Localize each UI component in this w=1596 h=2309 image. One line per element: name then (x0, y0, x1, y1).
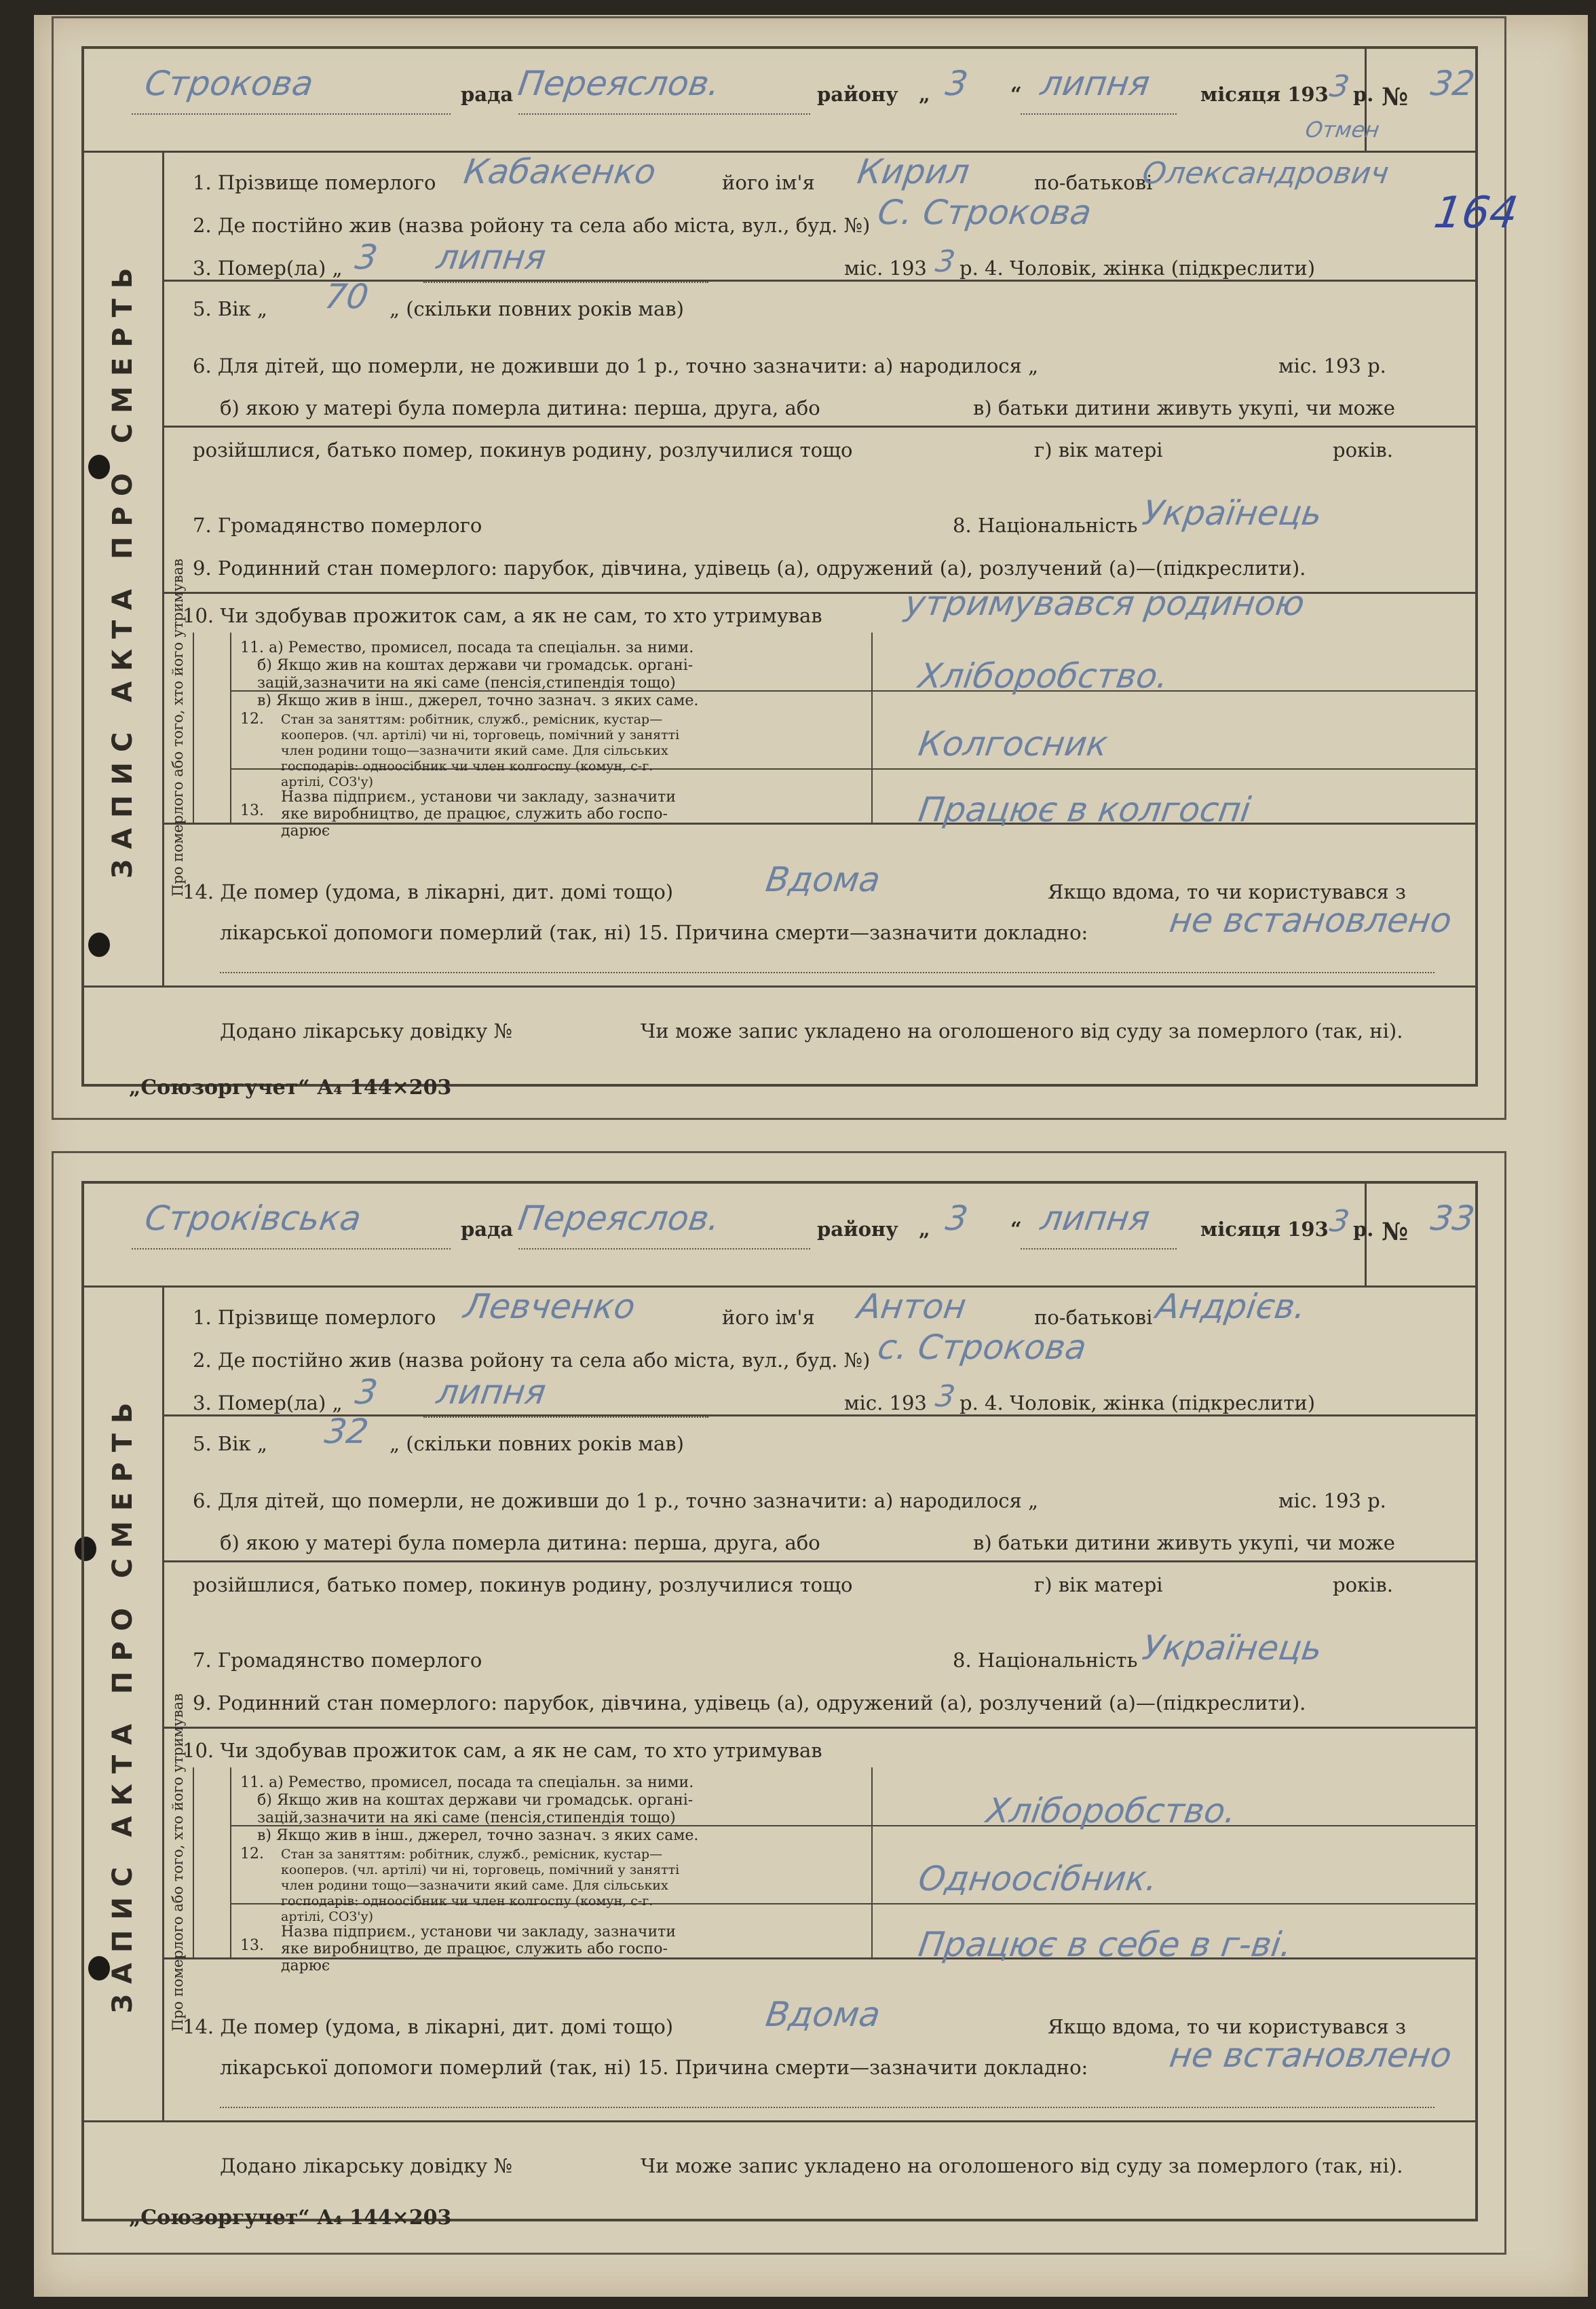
medical-help-label: Якщо вдома, то чи користувався з (1048, 2015, 1406, 2038)
small-side-label: Про померлого або того, хто його утримував (170, 1693, 186, 2031)
quote: „ (919, 83, 930, 106)
citizenship-label: 7. Громадянство померлого (193, 514, 482, 537)
supported-label: 10. Чи здобував прожиток сам, а як не сам, то хто утримував (183, 1739, 822, 1762)
sex-label: р. 4. Чоловік, жінка (підкреслити) (960, 1391, 1316, 1414)
nationality-label: 8. Національність (953, 514, 1138, 537)
state-support-label: б) Якщо жив на коштах держави чи громадськ. органі- (257, 657, 694, 674)
child-born-month: міс. 193 р. (1278, 1489, 1386, 1512)
child-order-label: б) якою у матері була померла дитина: перша, друга, або (220, 1531, 820, 1554)
state-support-hint: зацій,зазначити на які саме (пенсія,стипендія тощо) (257, 1809, 676, 1826)
side-title: ЗАПИС АКТА ПРО СМЕРТЬ (107, 257, 138, 879)
day-value: 3 (943, 1199, 970, 1238)
status-hint: артілі, СОЗ'у) (281, 1909, 374, 1924)
status-hint: артілі, СОЗ'у) (281, 774, 374, 789)
marital-label: 9. Родинний стан померлого: парубок, дівчина, удівець (а), одружений (а), розлучений (а)—(підкреслити). (193, 557, 1306, 580)
side-title-column (84, 151, 164, 985)
cause-label: лікарської допомоги померлий (так, ні) 15. Причина смерти—зазначити докладно: (220, 2056, 1088, 2079)
occupation-value: Хліборобство. (915, 656, 1171, 696)
age-value: 32 (322, 1412, 371, 1451)
month-value: липня (1038, 1199, 1152, 1238)
years-label: років. (1333, 438, 1393, 462)
name-value: Антон (854, 1287, 969, 1326)
occupation-label: 11. а) Ремество, промисел, посада та спеціальн. за ними. (240, 1774, 694, 1791)
supported-label: 10. Чи здобував прожиток сам, а як не сам, то хто утримував (183, 604, 822, 627)
quote: „ (919, 1218, 930, 1241)
death-year-digit: 3 (933, 1379, 957, 1414)
rada-label: рада (461, 1218, 514, 1241)
residence-value: С. Строкова (875, 193, 1095, 232)
death-day: 3 (352, 238, 380, 277)
status-number: 12. (240, 711, 264, 728)
workplace-hint: дарює (281, 1957, 330, 1974)
rada-value: Строкова (142, 64, 316, 103)
medical-help-label: Якщо вдома, то чи користувався з (1048, 880, 1406, 903)
status-number: 12. (240, 1845, 264, 1862)
status-value: Одноосібник. (915, 1859, 1160, 1898)
death-year-label: міс. 193 (844, 257, 927, 280)
status-hint: кооперов. (чл. артілі) чи ні, торговець, помічний у занятті (281, 728, 680, 743)
death-year-digit: 3 (933, 244, 957, 279)
workplace-hint: яке виробництво, де працює, служить або госпо- (281, 1940, 668, 1957)
raion-value: Переяслов. (515, 64, 723, 103)
cause-value: не встановлено (1166, 2035, 1454, 2075)
workplace-label: Назва підприєм., установи чи закладу, зазначити (281, 789, 676, 806)
workplace-number: 13. (240, 802, 264, 819)
workplace-number: 13. (240, 1937, 264, 1954)
years-label: років. (1333, 1573, 1393, 1596)
name-value: Кирил (854, 152, 972, 191)
workplace-label: Назва підприєм., установи чи закладу, зазначити (281, 1923, 676, 1940)
status-hint: член родини тощо—зазначити який саме. Для сільських (281, 743, 668, 758)
rada-label: рада (461, 83, 514, 106)
other-source-label: в) Якщо жив в інш., джерел, точно зазнач. з яких саме. (257, 692, 699, 709)
parents-status-label: розійшлися, батько помер, покинув родину, розлучилися тощо (193, 1573, 853, 1596)
parents-status-label: розійшлися, батько помер, покинув родину, розлучилися тощо (193, 438, 853, 462)
death-date-label: 3. Помер(ла) „ (193, 257, 343, 280)
death-record-form-1 (81, 46, 1521, 1087)
residence-value: с. Строкова (875, 1328, 1089, 1367)
child-order-label: б) якою у матері була померла дитина: перша, друга, або (220, 396, 820, 419)
quote: “ (1010, 83, 1022, 106)
age-label: 5. Вік „ (193, 297, 267, 320)
side-title-column (84, 1285, 164, 2120)
nationality-value: Українець (1139, 493, 1325, 533)
death-place-value: Вдома (763, 860, 883, 899)
publisher-imprint: „Союзоргучет“ А₄ 144×203 (129, 2206, 452, 2230)
publisher-imprint: „Союзоргучет“ А₄ 144×203 (129, 1076, 452, 1100)
nationality-label: 8. Національність (953, 1649, 1138, 1672)
small-side-label: Про померлого або того, хто його утримував (170, 559, 186, 897)
surname-label: 1. Прізвище померлого (193, 1306, 436, 1329)
child-born-label: 6. Для дітей, що померли, не доживши до 1 р., точно зазначити: а) народилося „ (193, 354, 1039, 377)
raion-label: району (817, 83, 898, 106)
cause-value: не встановлено (1166, 901, 1454, 940)
year-digit: 3 (1327, 1204, 1352, 1239)
workplace-hint: яке виробництво, де працює, служить або госпо- (281, 806, 668, 823)
mother-age-label: г) вік матері (1034, 438, 1163, 462)
citizenship-label: 7. Громадянство померлого (193, 1649, 482, 1672)
other-source-label: в) Якщо жив в інш., джерел, точно зазнач. з яких саме. (257, 1827, 699, 1844)
residence-label: 2. Де постійно жив (назва ройону та села або міста, вул., буд. №) (193, 1349, 871, 1372)
record-number: 32 (1428, 64, 1477, 103)
day-value: 3 (943, 64, 970, 103)
year-digit: 3 (1327, 69, 1352, 104)
occupation-value: Хліборобство. (983, 1791, 1239, 1831)
status-label: Стан за заняттям: робітник, служб., ремісник, кустар— (281, 712, 663, 727)
certificate-label: Додано лікарську довідку № (220, 1019, 512, 1043)
workplace-value: Працює в себе в г-ві. (915, 1925, 1295, 1964)
residence-label: 2. Де постійно жив (назва ройону та села або міста, вул., буд. №) (193, 214, 871, 237)
death-day: 3 (352, 1372, 380, 1412)
year-label: р. (1353, 1218, 1374, 1241)
court-label: Чи може запис укладено на оголошеного від суду за померлого (так, ні). (641, 2154, 1403, 2177)
status-label: Стан за заняттям: робітник, служб., ремісник, кустар— (281, 1847, 663, 1862)
side-title: ЗАПИС АКТА ПРО СМЕРТЬ (107, 1392, 138, 2014)
age-hint: „ (скільки повних років мав) (390, 1432, 684, 1455)
patronymic-value: Олександрович (1140, 156, 1391, 191)
patronymic-value: Андрієв. (1153, 1287, 1308, 1326)
supported-value: утримувався родиною (902, 584, 1308, 623)
surname-label: 1. Прізвище померлого (193, 171, 436, 194)
patronymic-note: Отмен (1304, 117, 1382, 143)
death-month: липня (434, 238, 548, 277)
death-date-label: 3. Помер(ла) „ (193, 1391, 343, 1414)
record-number: 33 (1428, 1199, 1477, 1238)
name-label: його ім'я (722, 171, 815, 194)
side-number: 164 (1430, 188, 1521, 238)
year-label: р. (1353, 83, 1374, 106)
month-label: місяця 193 (1200, 1218, 1329, 1241)
death-year-label: міс. 193 (844, 1391, 927, 1414)
quote: “ (1010, 1218, 1022, 1241)
cause-label: лікарської допомоги померлий (так, ні) 15. Причина смерти—зазначити докладно: (220, 921, 1088, 944)
raion-value: Переяслов. (515, 1199, 723, 1238)
parents-label: в) батьки дитини живуть укупі, чи може (973, 396, 1395, 419)
death-place-label: 14. Де помер (удома, в лікарні, дит. домі тощо) (183, 880, 674, 903)
raion-label: району (817, 1218, 898, 1241)
sex-label: р. 4. Чоловік, жінка (підкреслити) (960, 257, 1316, 280)
state-support-hint: зацій,зазначити на які саме (пенсія,стипендія тощо) (257, 675, 676, 692)
age-hint: „ (скільки повних років мав) (390, 297, 684, 320)
rada-value: Строківська (142, 1199, 364, 1238)
parents-label: в) батьки дитини живуть укупі, чи може (973, 1531, 1395, 1554)
nationality-value: Українець (1139, 1628, 1325, 1668)
age-label: 5. Вік „ (193, 1432, 267, 1455)
death-month: липня (434, 1372, 548, 1412)
workplace-hint: дарює (281, 823, 330, 840)
patronymic-label: по-батькові (1034, 1306, 1153, 1329)
name-label: його ім'я (722, 1306, 815, 1329)
status-hint: кооперов. (чл. артілі) чи ні, торговець, помічний у занятті (281, 1862, 680, 1877)
status-hint: господарів: одноосібник чи член колгоспу (комун, с-г. (281, 759, 653, 774)
number-label: № (1382, 83, 1409, 111)
workplace-value: Працює в колгоспі (915, 790, 1253, 829)
number-label: № (1382, 1218, 1409, 1246)
death-record-form-2 (81, 1181, 1478, 2221)
marital-label: 9. Родинний стан померлого: парубок, дівчина, удівець (а), одружений (а), розлучений (а)—(підкреслити). (193, 1691, 1306, 1714)
month-label: місяця 193 (1200, 83, 1329, 106)
status-hint: член родини тощо—зазначити який саме. Для сільських (281, 1878, 668, 1893)
child-born-label: 6. Для дітей, що померли, не доживши до 1 р., точно зазначити: а) народилося „ (193, 1489, 1039, 1512)
patronymic-label: по-батькові (1034, 171, 1153, 194)
state-support-label: б) Якщо жив на коштах держави чи громадськ. органі- (257, 1792, 694, 1809)
occupation-label: 11. а) Ремество, промисел, посада та спеціальн. за ними. (240, 639, 694, 656)
court-label: Чи може запис укладено на оголошеного від суду за померлого (так, ні). (641, 1019, 1403, 1043)
mother-age-label: г) вік матері (1034, 1573, 1163, 1596)
status-value: Колгосник (915, 724, 1110, 764)
status-hint: господарів: одноосібник чи член колгоспу (комун, с-г. (281, 1894, 653, 1909)
surname-value: Кабакенко (461, 152, 659, 191)
surname-value: Левченко (461, 1287, 638, 1326)
age-value: 70 (322, 277, 371, 316)
certificate-label: Додано лікарську довідку № (220, 2154, 512, 2177)
death-place-label: 14. Де помер (удома, в лікарні, дит. домі тощо) (183, 2015, 674, 2038)
death-place-value: Вдома (763, 1995, 883, 2034)
child-born-month: міс. 193 р. (1278, 354, 1386, 377)
month-value: липня (1038, 64, 1152, 103)
